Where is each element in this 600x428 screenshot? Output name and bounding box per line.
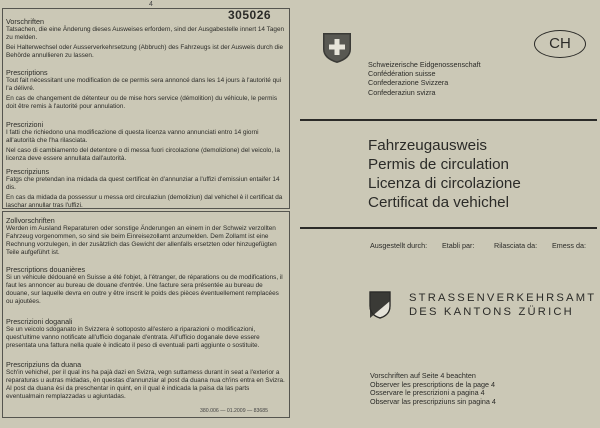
country-code-badge: CH — [534, 30, 586, 58]
title-fr: Permis de circulation — [368, 156, 509, 173]
serial-number: 305026 — [228, 8, 272, 22]
regulations-de — [6, 17, 286, 62]
authority-line: Confédération suisse — [368, 69, 436, 79]
section-text: Tout fait nécessitant une modification de ce permis sera annoncé dans les 14 jours à l'autorité qui l'a délivré. — [6, 77, 282, 92]
document-titles — [368, 136, 521, 212]
title-de: Fahrzeugausweis — [368, 137, 488, 154]
section-heading: Prescrizioni — [6, 120, 44, 129]
customs-fr — [6, 265, 286, 308]
section-text: Werden im Ausland Reparaturen oder sonstige Änderungen an einem in der Schweiz verzollten Fahrzeug vorgenommen, so sind sie beim Einreisezollamt anzumelden. Dem Zollamt ist eine Rechnung vorzulegen, in der zusätzlich das Gewicht der allenfalls ersetzten oder hinzugefügten Teile aufgeführt ist. — [6, 225, 277, 256]
section-heading: Prescriptions — [6, 68, 48, 77]
office-name-line2: DES KANTONS ZÜRICH — [409, 306, 574, 318]
issued-by-de: Ausgestellt durch: — [370, 241, 428, 250]
section-text: Si un véhicule dédouané en Suisse a été l'objet, à l'étranger, de réparations ou de modifications, il faut les annoncer au bureau de douane d'entrée. Une facture sera présentée au bureau de douane, sur laquelle devra en outre y être inscrit le poids des pièces éventuellement remplacées ou ajoutées. — [6, 274, 283, 305]
divider-middle — [300, 227, 597, 229]
authority-line: Schweizerische Eidgenossenschaft — [368, 60, 481, 69]
section-text: Sch'in vehichel, per il qual ins ha pajà dazi en Svizra, vegn suttamess durant in seat a l'exterior a reparaturas u autras midadas, èn questas d'annunziar al post da duana nua ch'ins entra en Svizra. Al post da duana èsi da preschentar in quint, en il qual è indicada la paisa da las parts eventualmain remplazzadas u agiuntadas. — [6, 369, 285, 400]
title-it: Licenza di circolazione — [368, 175, 521, 192]
section-heading: Prescriptions douanières — [6, 265, 86, 274]
reference-line: Observar las prescripziuns sin pagina 4 — [370, 396, 496, 406]
section-heading: Zollvorschriften — [6, 216, 55, 225]
page-references — [370, 372, 496, 406]
reference-line: Vorschriften auf Seite 4 beachten — [370, 371, 476, 380]
regulations-rm — [6, 167, 286, 212]
regulations-it — [6, 120, 286, 165]
section-heading: Prescripziuns — [6, 167, 50, 176]
authority-line: Confederaziun svizra — [368, 87, 436, 97]
issued-by-rm: Emess da: — [552, 241, 586, 250]
issued-by-it: Rilasciata da: — [494, 241, 538, 250]
authority-line: Confederazione Svizzera — [368, 78, 449, 88]
customs-de — [6, 216, 286, 259]
divider-top — [300, 119, 597, 121]
section-text: En cas de changement de détenteur ou de mise hors service (démolition) du véhicule, le permis doit être remis à l'autorité pour annulation. — [6, 95, 278, 110]
swiss-coat-of-arms-icon — [322, 32, 352, 64]
section-heading: Vorschriften — [6, 17, 44, 26]
reference-line: Osservare le prescrizioni a pagina 4 — [370, 388, 485, 398]
customs-rm — [6, 360, 286, 403]
canton-zurich-shield-icon — [369, 291, 391, 319]
customs-it — [6, 317, 286, 352]
issued-by-fr: Etabli par: — [442, 241, 475, 250]
regulations-fr — [6, 68, 286, 113]
section-text: I fatti che richiedono una modificazione di questa licenza vanno annunciati entro 14 giorni all'autorità che l'ha rilasciata. — [6, 129, 259, 144]
section-heading: Prescripziuns da duana — [6, 360, 82, 369]
section-text: En cas da midada da possessur u messa ord circulaziun (demoliziun) dal vehichel è il certificat da laschar annullar tras l'uffizi. — [6, 194, 283, 209]
section-text: Bei Halterwechsel oder Ausserverkehrsetzung (Abbruch) des Fahrzeugs ist der Ausweis durch die Behörde annullieren zu lassen. — [6, 44, 284, 59]
form-code: 380.006 — 01.2009 — 83685 — [200, 408, 269, 414]
section-text: Tatsachen, die eine Änderung dieses Ausweises erfordern, sind der Ausgabestelle innert 14 Tagen zu melden. — [6, 26, 285, 41]
section-text: Nel caso di cambiamento del detentore o di messa fuori circolazione (demolizione) del veicolo, la licenza deve essere annullata dall'autorità. — [6, 147, 280, 162]
reference-line: Observer les prescriptions de la page 4 — [370, 379, 496, 389]
section-text: Fatgs che pretendan ina midada da quest certificat èn d'annunziar a l'uffizi d'emissiun entaifer 14 dis. — [6, 176, 280, 191]
page-number: 4 — [149, 1, 153, 8]
issuing-authority — [368, 60, 481, 97]
title-rm: Certificat da vehichel — [368, 194, 509, 211]
section-text: Se un veicolo sdoganato in Svizzera è sottoposto all'estero a riparazioni o modificazioni, quest'ultime vanno notificate all'ufficio doganale d'entrata. All'ufficio doganale deve essere presentata una fattura nella quale è indicato il peso di eventuali parti aggiunte o sostituite. — [6, 326, 260, 349]
office-name-line1: STRASSENVERKEHRSAMT — [409, 292, 597, 304]
section-heading: Prescrizioni doganali — [6, 317, 73, 326]
